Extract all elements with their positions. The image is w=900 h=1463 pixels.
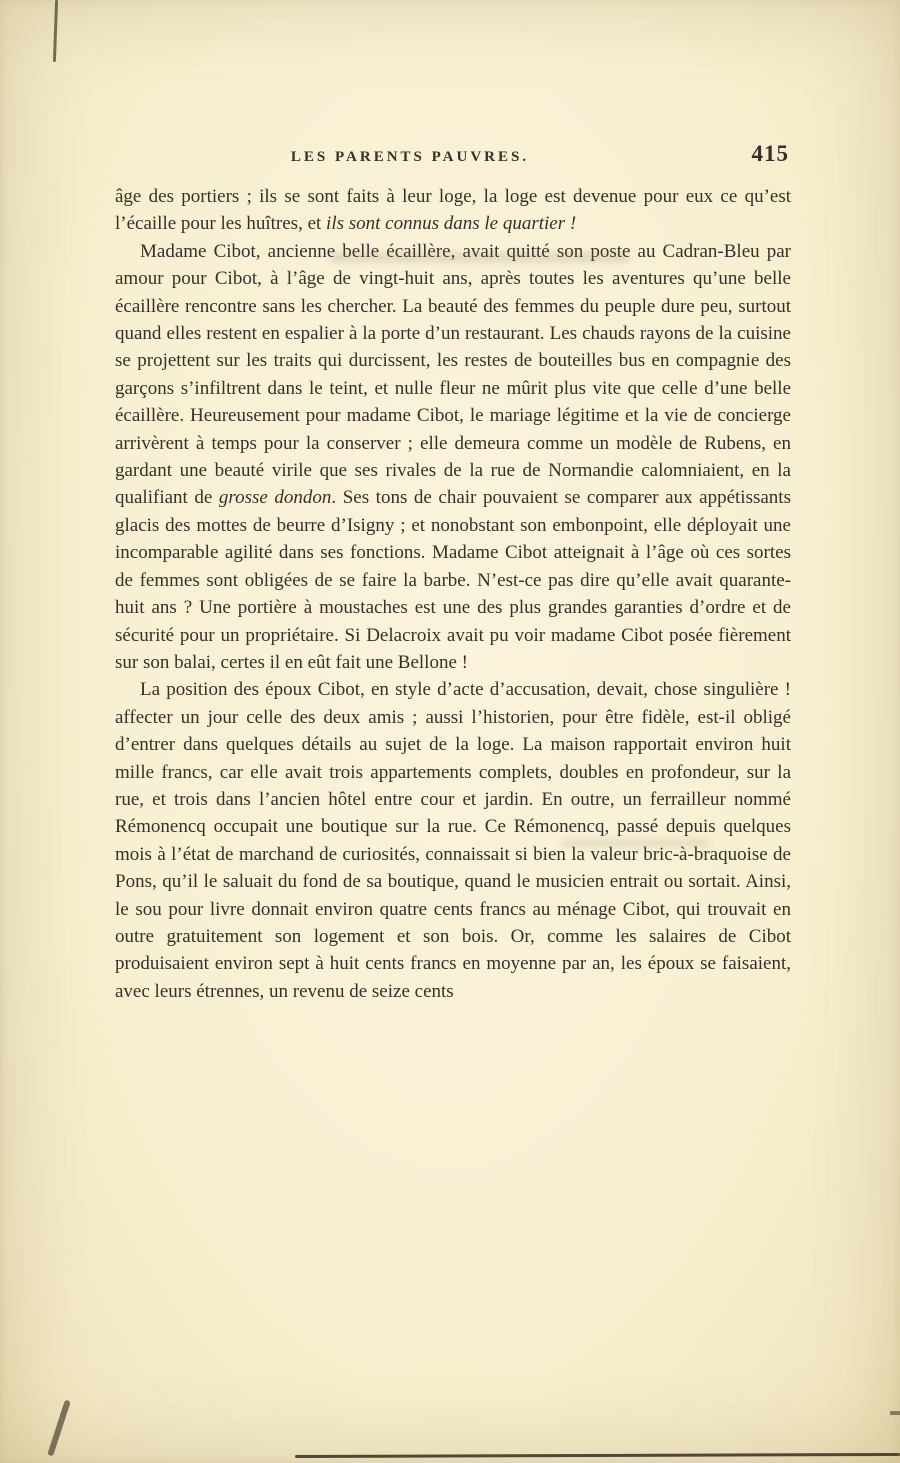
paragraph bbox=[115, 183, 791, 238]
page-body bbox=[115, 183, 791, 1005]
scan-artifact-right-edge bbox=[890, 1411, 900, 1415]
scan-artifact-bottom-line bbox=[295, 1453, 900, 1458]
text-run: Madame Cibot, ancienne belle écaillère, avait quitté son poste au Cadran-Bleu par amour pour Cibot, à l’âge de vingt-huit ans, après toutes les aventures qu’une belle écaillère rencontre sans les chercher. La beauté des femmes du peuple dure peu, surtout quand elles restent en espalier à la porte d’un restaurant. Les chauds rayons de la cuisine se projettent sur les traits qui durcissent, les restes de bouteilles bus en compagnie des garçons s’infiltrent dans le teint, et nulle fleur ne mûrit plus vite que celle d’une belle écaillère. Heureusement pour madame Cibot, le mariage légitime et la vie de concierge arrivèrent à temps pour la conserver ; elle demeura comme un modèle de Rubens, en gardant une beauté virile que ses rivales de la rue de Normandie calomniaient, en la qualifiant de bbox=[115, 240, 791, 509]
paragraph bbox=[115, 238, 791, 677]
scan-artifact-bottom-left bbox=[47, 1399, 71, 1456]
running-header: LES PARENTS PAUVRES. bbox=[290, 149, 530, 165]
page-header bbox=[115, 141, 791, 176]
text-run: âge des portiers ; ils se sont faits à leur loge, la loge est devenue pour eux ce qu’est l’écaille pour les huîtres, et bbox=[115, 186, 791, 235]
text-run: . Ses tons de chair pouvaient se comparer aux appétissants glacis des mottes de beurre d’Isigny ; et nonobstant son embonpoint, elle déployait une incomparable agilité dans ses fonctions. Madame Cibot atteignait à l’âge où ces sortes de femmes sont obligées de se faire la barbe. N’est-ce pas dire qu’elle avait quarante-huit ans ? Une portière à moustaches est une des plus grandes garanties d’ordre et de sécurité pour un propriétaire. Si Delacroix avait pu voir madame Cibot posée fièrement sur son balai, certes il en eût fait une Bellone ! bbox=[115, 487, 791, 673]
scan-artifact-top-left bbox=[53, 0, 58, 62]
text-run: La position des époux Cibot, en style d’acte d’accusation, devait, chose singulière ! affecter un jour celle des deux amis ; aussi l’historien, pour être fidèle, est-il obligé d’entrer dans quelques détails au sujet de la loge. La maison rapportait environ huit mille francs, car elle avait trois appartements complets, doubles en profondeur, sur la rue, et trois dans l’ancien hôtel entre cour et jardin. En outre, un ferrailleur nommé Rémonencq occupait une boutique sur la rue. Ce Rémonencq, passé depuis quelques mois à l’état de marchand de curiosités, connaissait si bien la valeur bric-à-braquoise de Pons, qu’il le saluait du fond de sa boutique, quand le musicien entrait ou sortait. Ainsi, le sou pour livre donnait environ quatre cents francs au ménage Cibot, qui trouvait en outre gratuitement son logement et son bois. Or, comme les salaires de Cibot produisaient environ sept à huit cents francs en moyenne par an, les époux se faisaient, avec leurs étrennes, un revenu de seize cents bbox=[115, 679, 791, 1002]
page-number: 415 bbox=[751, 141, 789, 166]
paragraph bbox=[115, 676, 791, 1005]
italic-text-run: ils sont connus dans le quartier ! bbox=[326, 213, 577, 235]
italic-text-run: grosse dondon bbox=[218, 487, 332, 509]
